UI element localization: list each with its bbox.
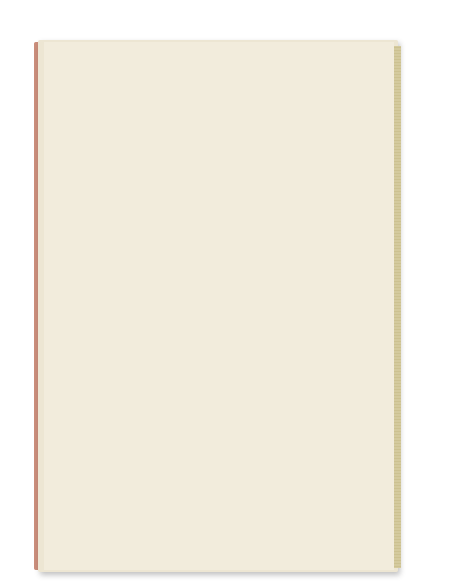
page-header xyxy=(149,112,397,124)
book-page xyxy=(44,42,394,570)
